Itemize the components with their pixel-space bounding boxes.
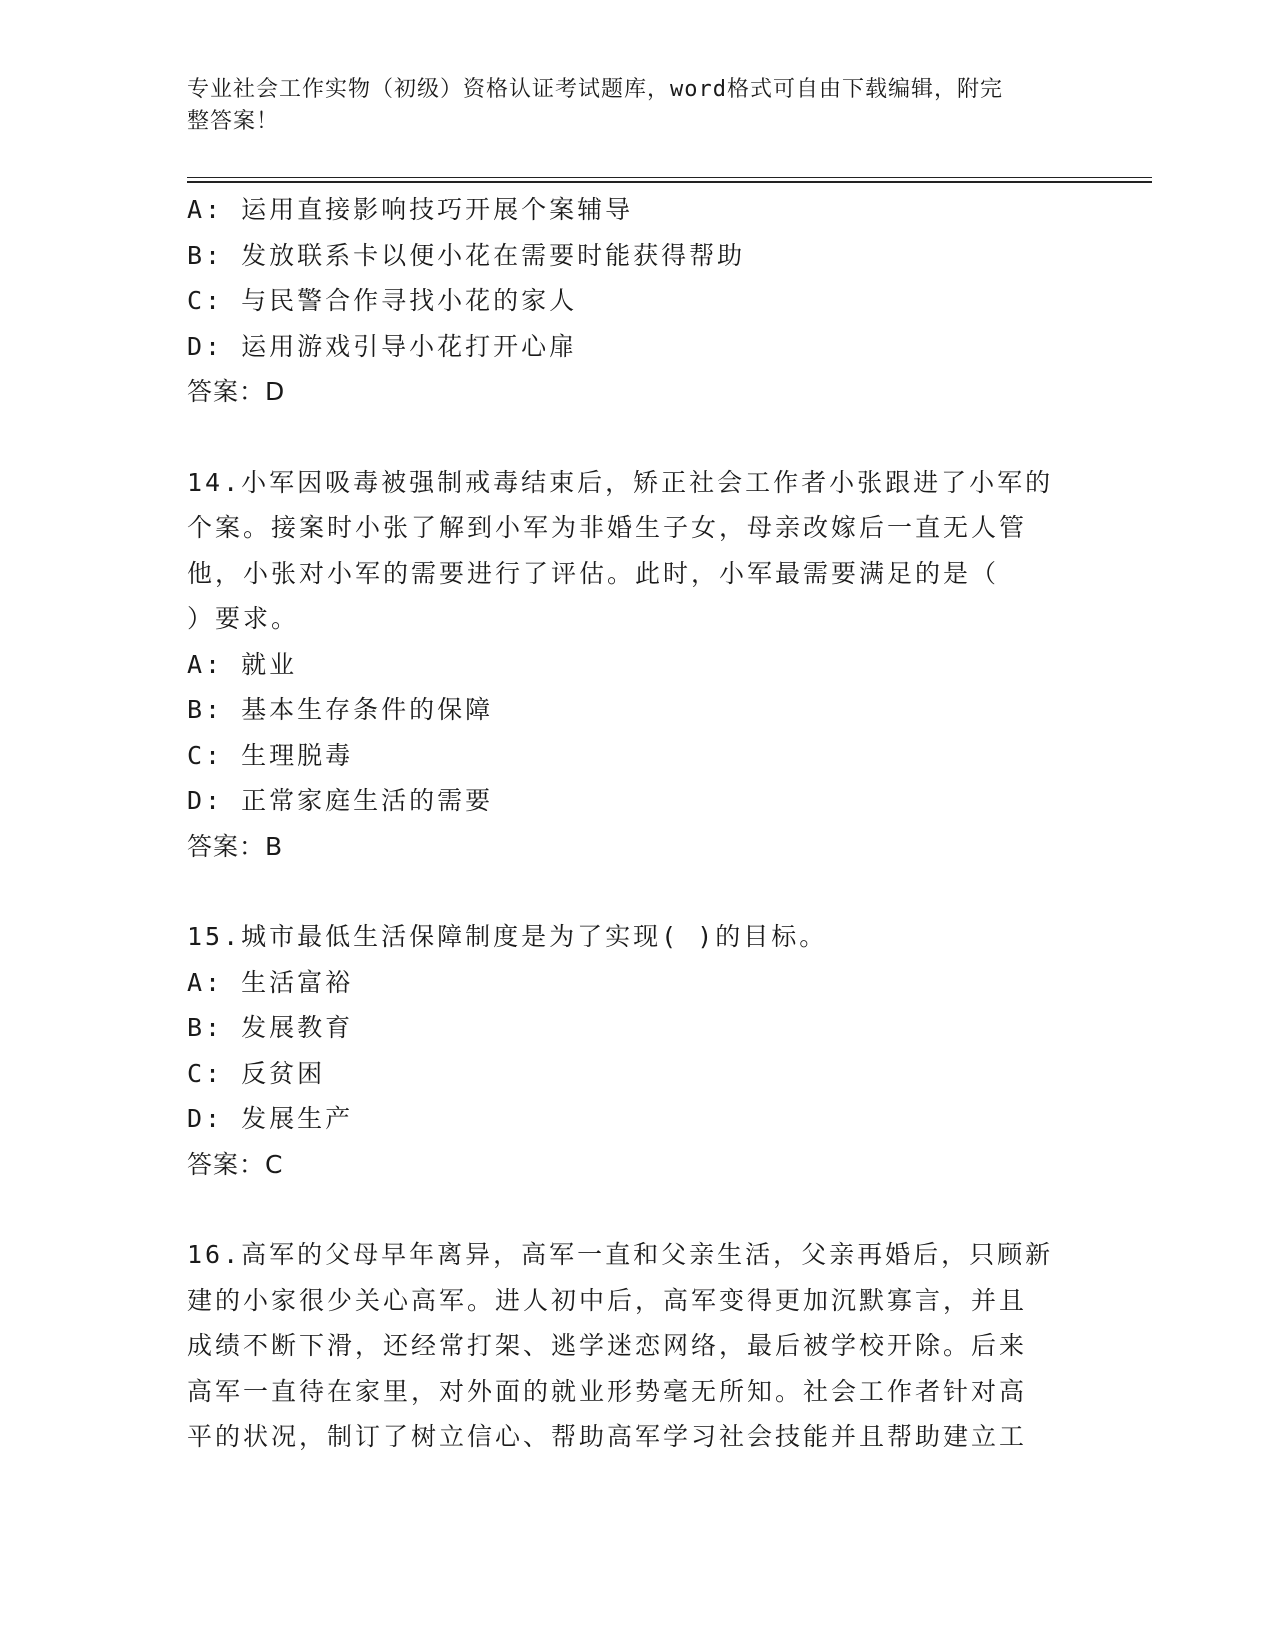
question-text-line: 个案。接案时小张了解到小军为非婚生子女，母亲改嫁后一直无人管 bbox=[187, 513, 1028, 542]
answer-line: 答案：C bbox=[187, 1149, 284, 1179]
question-text-line: 高军一直待在家里，对外面的就业形势毫无所知。社会工作者针对高 bbox=[187, 1376, 1028, 1406]
option-b: B: 发放联系卡以便小花在需要时能获得帮助 bbox=[187, 240, 746, 270]
question-block-16 bbox=[187, 1232, 1077, 1460]
question-text-line: 16.高军的父母早年离异，高军一直和父亲生活，父亲再婚后，只顾新 bbox=[187, 1240, 1054, 1269]
question-block-15 bbox=[187, 914, 1077, 1187]
header-rule-thin bbox=[187, 177, 1152, 178]
option-c: C: 反贫困 bbox=[187, 1058, 326, 1088]
question-text-line: 成绩不断下滑，还经常打架、逃学迷恋网络，最后被学校开除。后来 bbox=[187, 1331, 1028, 1360]
question-text-line: 建的小家很少关心高军。进人初中后，高军变得更加沉默寡言，并且 bbox=[187, 1285, 1028, 1315]
question-text-line: ）要求。 bbox=[187, 604, 300, 633]
question-text-line: 14.小军因吸毒被强制戒毒结束后，矫正社会工作者小张跟进了小军的 bbox=[187, 467, 1054, 497]
document-body bbox=[187, 187, 1077, 1460]
question-text-line: 他，小张对小军的需要进行了评估。此时，小军最需要满足的是（ bbox=[187, 558, 1000, 588]
document-header bbox=[187, 74, 1087, 138]
option-a: A: 生活富裕 bbox=[187, 967, 354, 997]
question-block-13 bbox=[187, 187, 1077, 415]
option-b: B: 基本生存条件的保障 bbox=[187, 695, 494, 724]
header-rule-thick bbox=[187, 181, 1152, 183]
option-d: D: 发展生产 bbox=[187, 1104, 354, 1133]
option-d: D: 正常家庭生活的需要 bbox=[187, 786, 494, 815]
answer-line: 答案：D bbox=[187, 377, 286, 406]
option-a: A: 就业 bbox=[187, 649, 298, 679]
question-block-14 bbox=[187, 460, 1077, 870]
option-b: B: 发展教育 bbox=[187, 1013, 354, 1042]
header-line-1: 专业社会工作实物（初级）资格认证考试题库，word格式可自由下载编辑，附完 bbox=[187, 77, 1003, 102]
option-c: C: 生理脱毒 bbox=[187, 740, 354, 770]
answer-line: 答案：B bbox=[187, 831, 284, 861]
option-a: A: 运用直接影响技巧开展个案辅导 bbox=[187, 195, 634, 224]
option-d: D: 运用游戏引导小花打开心扉 bbox=[187, 331, 578, 361]
option-c: C: 与民警合作寻找小花的家人 bbox=[187, 286, 578, 315]
header-line-2: 整答案！ bbox=[187, 109, 280, 134]
question-text-line: 平的状况，制订了树立信心、帮助高军学习社会技能并且帮助建立工 bbox=[187, 1422, 1028, 1451]
question-text-line: 15.城市最低生活保障制度是为了实现( )的目标。 bbox=[187, 922, 828, 951]
